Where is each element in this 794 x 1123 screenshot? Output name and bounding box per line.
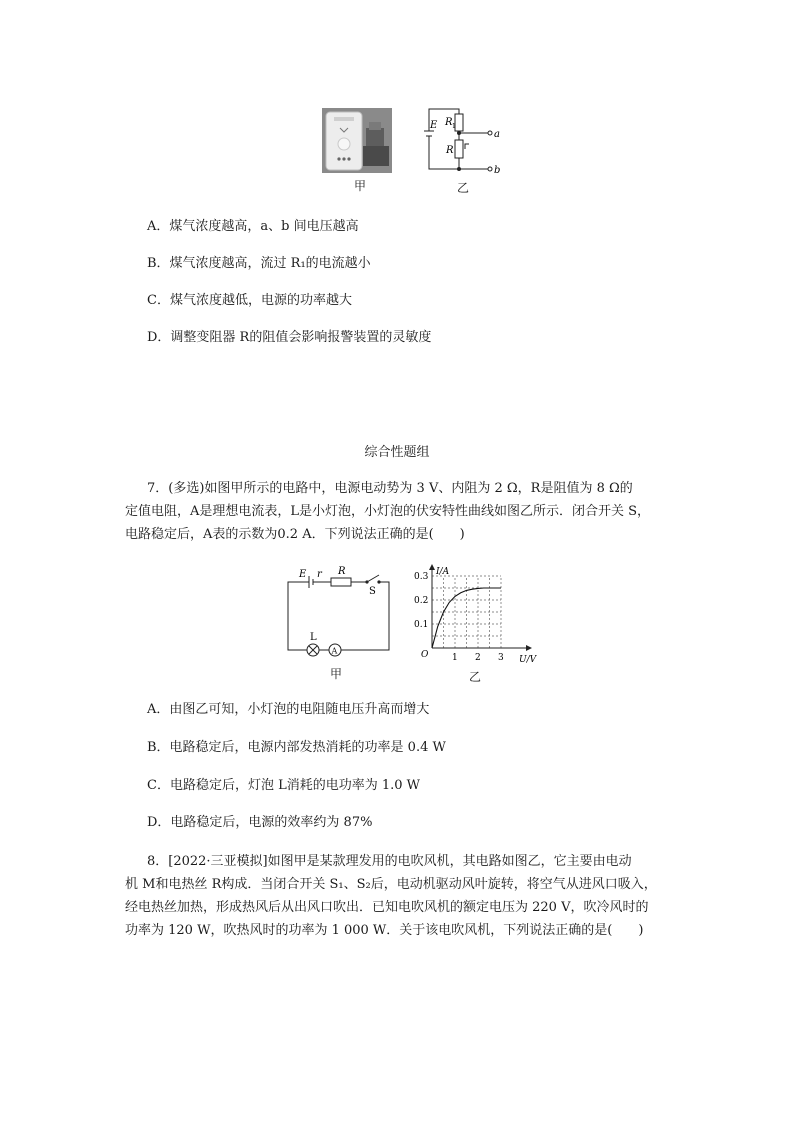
q7-stem — [125, 477, 685, 546]
q7-iu-chart — [412, 562, 542, 668]
q7-option-b: B．电路稳定后，电源内部发热消耗的功率是 0.4 W — [147, 740, 446, 755]
x-axis-arrow — [526, 645, 532, 651]
label-b: b — [494, 165, 501, 176]
origin-label: O — [421, 650, 429, 660]
y-axis-arrow — [429, 564, 435, 570]
gas-alarm-circuit — [418, 103, 508, 179]
q7-circuit-caption: 甲 — [330, 667, 343, 681]
q8-stem-line-1: 8．[2022·三亚模拟]如图甲是某款理发用的电吹风机，其电路如图乙，它主要由电动 — [147, 854, 632, 869]
y-tick-label: 0.2 — [414, 596, 429, 606]
q8-stem-line-4: 功率为 120 W，吹热风时的功率为 1 000 W．关于该电吹风机，下列说法正确的是( ) — [125, 923, 644, 938]
q6-option-d: D．调整变阻器 R的阻值会影响报警装置的灵敏度 — [147, 330, 432, 345]
section-title: 综合性题组 — [364, 445, 430, 460]
circuit-caption: 乙 — [457, 181, 470, 195]
q8-stem-line-2: 机 M和电热丝 R构成．当闭合开关 S₁、S₂后，电动机驱动风叶旋转，将空气从进风口吸入， — [125, 877, 657, 892]
label-a: a — [494, 129, 500, 140]
gas-alarm-photo — [322, 108, 392, 173]
q7-circuit — [283, 562, 395, 662]
y-tick-label: 0.3 — [414, 572, 429, 582]
q7-label-r: r — [317, 569, 322, 580]
y-tick-label: 0.1 — [414, 620, 429, 630]
label-R: R — [446, 145, 454, 156]
label-E: E — [430, 120, 438, 131]
q6-option-b: B．煤气浓度越高，流过 R₁的电流越小 — [147, 256, 371, 271]
label-R1: R — [445, 117, 453, 128]
x-tick-label: 2 — [475, 653, 481, 663]
q8-stem-line-3: 经电热丝加热，形成热风后从出风口吹出．已知电吹风机的额定电压为 220 V，吹冷风时的 — [125, 900, 649, 915]
q7-label-L: L — [310, 632, 317, 643]
y-axis-label: I/A — [436, 567, 450, 577]
q7-label-S: S — [369, 586, 376, 597]
q7-stem-line-2: 定值电阻，A是理想电流表，L是小灯泡，小灯泡的伏安特性曲线如图乙所示．闭合开关 S， — [125, 504, 651, 519]
x-tick-label: 1 — [452, 653, 458, 663]
q6-option-a: A．煤气浓度越高，a、b 间电压越高 — [147, 219, 359, 234]
q7-chart-caption: 乙 — [469, 670, 482, 684]
q8-stem — [125, 850, 685, 942]
q6-option-c: C．煤气浓度越低，电源的功率越大 — [147, 293, 352, 308]
q7-label-E: E — [299, 569, 307, 580]
q7-option-a: A．由图乙可知，小灯泡的电阻随电压升高而增大 — [147, 702, 430, 717]
x-tick-label: 3 — [498, 653, 504, 663]
q7-stem-line-3: 电路稳定后，A表的示数为0.2 A．下列说法正确的是( ) — [125, 527, 465, 542]
q7-label-R: R — [338, 566, 346, 577]
q7-label-A: A — [331, 646, 338, 656]
q7-option-c: C．电路稳定后，灯泡 L消耗的电功率为 1.0 W — [147, 778, 421, 793]
x-axis-label: U/V — [519, 655, 537, 665]
q7-stem-line-1: 7．(多选)如图甲所示的电路中，电源电动势为 3 V、内阻为 2 Ω，R是阻值为 8 Ω的 — [147, 481, 633, 496]
q7-option-d: D．电路稳定后，电源的效率约为 87% — [147, 815, 373, 830]
photo-caption: 甲 — [354, 179, 367, 193]
label-R1-sub: 1 — [452, 123, 456, 130]
